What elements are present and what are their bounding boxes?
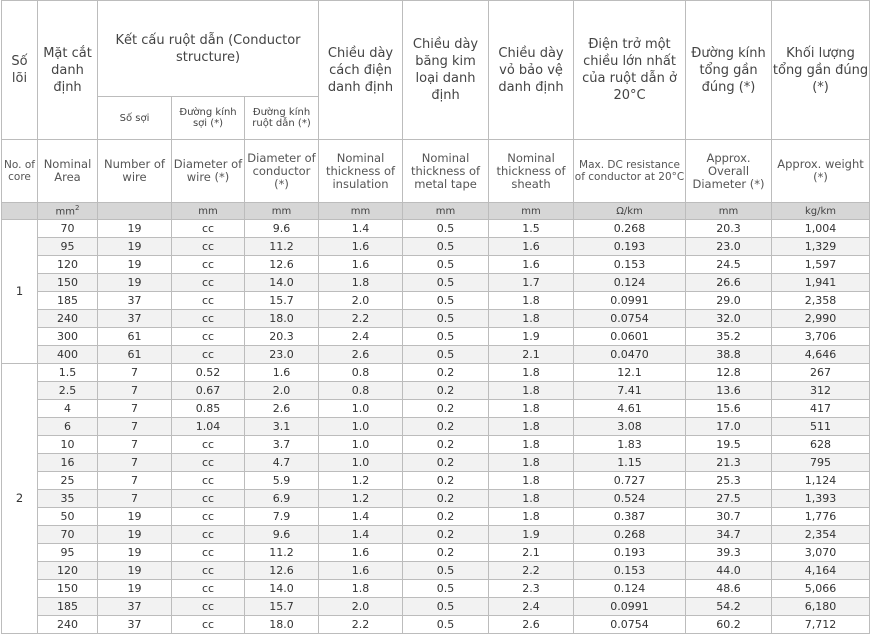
table-cell: cc [172, 274, 245, 292]
header-duong-kinh: Đường kính tổng gần đúng (*) [686, 1, 772, 140]
table-cell: 2,358 [772, 292, 870, 310]
header-nominal-metal-tape: Nominal thickness of metal tape [403, 140, 489, 203]
table-cell: 0.2 [403, 400, 489, 418]
table-cell: 9.6 [245, 526, 319, 544]
unit-resistance: Ω/km [574, 203, 686, 220]
table-cell: 37 [98, 616, 172, 634]
table-cell: 5,066 [772, 580, 870, 598]
table-cell: 15.7 [245, 292, 319, 310]
table-cell: 511 [772, 418, 870, 436]
table-cell: cc [172, 580, 245, 598]
table-cell: 0.5 [403, 274, 489, 292]
table-cell: 1,597 [772, 256, 870, 274]
table-cell: 0.5 [403, 292, 489, 310]
table-cell: 30.7 [686, 508, 772, 526]
table-cell: 0.0991 [574, 292, 686, 310]
table-cell: 7,712 [772, 616, 870, 634]
table-row [2, 310, 870, 328]
header-approx-diameter: Approx. Overall Diameter (*) [686, 140, 772, 203]
table-cell: 1.2 [319, 472, 403, 490]
table-cell: cc [172, 256, 245, 274]
table-row [2, 508, 870, 526]
unit-dia-wire: mm [172, 203, 245, 220]
table-cell: 50 [38, 508, 98, 526]
table-cell: 2.4 [489, 598, 574, 616]
table-cell: 26.6 [686, 274, 772, 292]
table-cell: 0.5 [403, 598, 489, 616]
table-cell: cc [172, 526, 245, 544]
table-cell: 1.0 [319, 418, 403, 436]
table-cell: 19 [98, 220, 172, 238]
table-cell: 1.8 [489, 436, 574, 454]
table-cell: 0.85 [172, 400, 245, 418]
table-cell: 2.0 [245, 382, 319, 400]
table-cell: 12.6 [245, 256, 319, 274]
table-cell: 0.0754 [574, 616, 686, 634]
table-cell: 0.193 [574, 238, 686, 256]
table-cell: 1,004 [772, 220, 870, 238]
table-cell: 0.5 [403, 616, 489, 634]
table-cell: 300 [38, 328, 98, 346]
table-cell: 21.3 [686, 454, 772, 472]
table-cell: 150 [38, 274, 98, 292]
table-cell: 15.6 [686, 400, 772, 418]
table-cell: 1.0 [319, 400, 403, 418]
table-cell: 2.5 [38, 382, 98, 400]
table-cell: 240 [38, 310, 98, 328]
table-cell: 12.6 [245, 562, 319, 580]
table-cell: 2.6 [319, 346, 403, 364]
table-row [2, 382, 870, 400]
header-no-of-core: No. of core [2, 140, 38, 203]
table-cell: 19 [98, 256, 172, 274]
table-cell: 19 [98, 544, 172, 562]
table-cell: 0.0601 [574, 328, 686, 346]
table-cell: 6.9 [245, 490, 319, 508]
table-cell: cc [172, 562, 245, 580]
table-cell: 0.0991 [574, 598, 686, 616]
header-dien-tro: Điện trở một chiều lớn nhất của ruột dẫn ở 20°C [574, 1, 686, 140]
table-cell: 4.61 [574, 400, 686, 418]
table-cell: 628 [772, 436, 870, 454]
table-cell: 2.0 [319, 598, 403, 616]
table-cell: 2.2 [319, 310, 403, 328]
table-cell: 0.5 [403, 562, 489, 580]
table-cell: 35 [38, 490, 98, 508]
table-cell: 2.1 [489, 544, 574, 562]
table-cell: 0.193 [574, 544, 686, 562]
table-cell: 1,124 [772, 472, 870, 490]
header-chieu-day-cach-dien: Chiều dày cách điện danh định [319, 1, 403, 140]
table-cell: 54.2 [686, 598, 772, 616]
table-cell: 61 [98, 328, 172, 346]
table-cell: 19 [98, 238, 172, 256]
table-cell: 0.268 [574, 526, 686, 544]
table-cell: 0.5 [403, 220, 489, 238]
table-cell: 312 [772, 382, 870, 400]
unit-weight: kg/km [772, 203, 870, 220]
table-cell: 7 [98, 490, 172, 508]
table-cell: 37 [98, 310, 172, 328]
table-cell: 18.0 [245, 310, 319, 328]
table-cell: 0.2 [403, 364, 489, 382]
table-cell: cc [172, 436, 245, 454]
table-cell: 44.0 [686, 562, 772, 580]
table-cell: 2,990 [772, 310, 870, 328]
table-cell: 3.7 [245, 436, 319, 454]
table-cell: 120 [38, 562, 98, 580]
table-cell: 38.8 [686, 346, 772, 364]
table-cell: 25 [38, 472, 98, 490]
unit-insulation: mm [319, 203, 403, 220]
header-number-of-wire: Number of wire [98, 140, 172, 203]
table-row [2, 364, 870, 382]
table-cell: 1.9 [489, 526, 574, 544]
table-cell: 4 [38, 400, 98, 418]
table-cell: 11.2 [245, 544, 319, 562]
table-cell: 795 [772, 454, 870, 472]
table-cell: 19 [98, 580, 172, 598]
table-cell: 2,354 [772, 526, 870, 544]
table-row [2, 400, 870, 418]
table-cell: 1.4 [319, 526, 403, 544]
table-cell: 1.8 [489, 310, 574, 328]
table-cell: 2.3 [489, 580, 574, 598]
table-cell: cc [172, 328, 245, 346]
table-cell: 1.8 [489, 418, 574, 436]
table-cell: 1.04 [172, 418, 245, 436]
table-cell: 19 [98, 562, 172, 580]
table-cell: cc [172, 544, 245, 562]
table-cell: 1,329 [772, 238, 870, 256]
table-row [2, 544, 870, 562]
table-cell: 23.0 [245, 346, 319, 364]
table-cell: cc [172, 598, 245, 616]
header-duong-kinh-soi: Đường kính sợi (*) [172, 97, 245, 140]
table-cell: 1.5 [489, 220, 574, 238]
table-cell: 1.2 [319, 490, 403, 508]
table-cell: 267 [772, 364, 870, 382]
table-cell: 1.4 [319, 508, 403, 526]
table-cell: 1.0 [319, 436, 403, 454]
table-cell: 7 [98, 472, 172, 490]
table-cell: 3.1 [245, 418, 319, 436]
table-cell: 417 [772, 400, 870, 418]
table-cell: 3,706 [772, 328, 870, 346]
header-nominal-insulation: Nominal thickness of insulation [319, 140, 403, 203]
unit-wire [98, 203, 172, 220]
table-cell: 0.268 [574, 220, 686, 238]
header-khoi-luong: Khối lượng tổng gần đúng (*) [772, 1, 870, 140]
table-row [2, 418, 870, 436]
table-cell: 0.153 [574, 562, 686, 580]
table-cell: 0.0754 [574, 310, 686, 328]
table-cell: 0.2 [403, 490, 489, 508]
table-row [2, 472, 870, 490]
table-cell: 185 [38, 598, 98, 616]
table-cell: 20.3 [245, 328, 319, 346]
table-cell: 240 [38, 616, 98, 634]
table-cell: 1.8 [489, 292, 574, 310]
header-chieu-day-bang: Chiều dày băng kim loại danh định [403, 1, 489, 140]
unit-sheath: mm [489, 203, 574, 220]
table-cell: 70 [38, 526, 98, 544]
table-cell: 1.7 [489, 274, 574, 292]
table-cell: 150 [38, 580, 98, 598]
table-cell: 7 [98, 382, 172, 400]
core-count-cell: 2 [2, 364, 38, 634]
table-cell: 16 [38, 454, 98, 472]
table-cell: 0.524 [574, 490, 686, 508]
table-cell: 27.5 [686, 490, 772, 508]
table-cell: 1.8 [489, 472, 574, 490]
core-count-cell: 1 [2, 220, 38, 364]
table-row [2, 490, 870, 508]
table-cell: 0.52 [172, 364, 245, 382]
table-cell: 7 [98, 400, 172, 418]
table-cell: 1.5 [38, 364, 98, 382]
table-cell: 0.2 [403, 526, 489, 544]
table-cell: 1.6 [245, 364, 319, 382]
table-row [2, 292, 870, 310]
unit-dia-conductor: mm [245, 203, 319, 220]
table-row [2, 220, 870, 238]
table-cell: 19 [98, 274, 172, 292]
table-cell: 1.8 [489, 508, 574, 526]
table-cell: 0.5 [403, 580, 489, 598]
table-cell: 23.0 [686, 238, 772, 256]
table-cell: 2.4 [319, 328, 403, 346]
table-row [2, 580, 870, 598]
table-cell: 1.6 [319, 256, 403, 274]
table-cell: 61 [98, 346, 172, 364]
table-cell: 1.8 [489, 490, 574, 508]
table-cell: 14.0 [245, 274, 319, 292]
table-cell: cc [172, 292, 245, 310]
table-cell: 25.3 [686, 472, 772, 490]
table-cell: 1.4 [319, 220, 403, 238]
table-cell: 17.0 [686, 418, 772, 436]
table-cell: 60.2 [686, 616, 772, 634]
header-diameter-of-conductor: Diameter of conductor (*) [245, 140, 319, 203]
table-cell: 0.153 [574, 256, 686, 274]
table-cell: 0.124 [574, 274, 686, 292]
table-cell: 7 [98, 364, 172, 382]
header-diameter-of-wire: Diameter of wire (*) [172, 140, 245, 203]
header-chieu-day-vo: Chiều dày vỏ bảo vệ danh định [489, 1, 574, 140]
table-cell: 1,393 [772, 490, 870, 508]
table-cell: 9.6 [245, 220, 319, 238]
table-cell: 4.7 [245, 454, 319, 472]
table-cell: 1.6 [319, 544, 403, 562]
unit-area: $mm^2$ [38, 203, 98, 220]
table-cell: 2.1 [489, 346, 574, 364]
table-cell: 7 [98, 418, 172, 436]
table-cell: 12.1 [574, 364, 686, 382]
table-cell: cc [172, 616, 245, 634]
table-row [2, 616, 870, 634]
table-cell: 2.6 [245, 400, 319, 418]
table-cell: 2.6 [489, 616, 574, 634]
table-cell: 14.0 [245, 580, 319, 598]
table-cell: 1.83 [574, 436, 686, 454]
header-duong-kinh-ruot: Đường kính ruột dẫn (*) [245, 97, 319, 140]
table-row [2, 436, 870, 454]
unit-diameter: mm [686, 203, 772, 220]
header-so-loi: Số lõi [2, 1, 38, 140]
table-cell: 29.0 [686, 292, 772, 310]
table-cell: 1,776 [772, 508, 870, 526]
table-row [2, 598, 870, 616]
table-cell: 0.2 [403, 454, 489, 472]
table-row [2, 238, 870, 256]
table-cell: cc [172, 310, 245, 328]
table-cell: 4,646 [772, 346, 870, 364]
header-so-soi: Số sợi [98, 97, 172, 140]
table-row [2, 328, 870, 346]
table-cell: 70 [38, 220, 98, 238]
unit-core [2, 203, 38, 220]
table-cell: 0.387 [574, 508, 686, 526]
table-cell: 48.6 [686, 580, 772, 598]
table-cell: 0.5 [403, 346, 489, 364]
unit-tape: mm [403, 203, 489, 220]
table-cell: 1.6 [319, 562, 403, 580]
table-cell: 1.8 [489, 400, 574, 418]
header-approx-weight: Approx. weight (*) [772, 140, 870, 203]
table-cell: 6,180 [772, 598, 870, 616]
table-cell: 2.0 [319, 292, 403, 310]
table-cell: 39.3 [686, 544, 772, 562]
table-cell: 19.5 [686, 436, 772, 454]
table-cell: 120 [38, 256, 98, 274]
header-nominal-area: Nominal Area [38, 140, 98, 203]
table-cell: 19 [98, 526, 172, 544]
table-cell: 6 [38, 418, 98, 436]
table-cell: 1.8 [319, 580, 403, 598]
table-cell: 0.2 [403, 382, 489, 400]
table-cell: cc [172, 508, 245, 526]
table-cell: 3.08 [574, 418, 686, 436]
table-cell: 2.2 [489, 562, 574, 580]
table-cell: 19 [98, 508, 172, 526]
cable-spec-table [1, 0, 870, 634]
table-row [2, 526, 870, 544]
table-cell: 0.2 [403, 472, 489, 490]
table-cell: 1.8 [489, 382, 574, 400]
table-cell: 1.6 [489, 238, 574, 256]
table-row [2, 256, 870, 274]
table-cell: 1.6 [319, 238, 403, 256]
table-cell: 1,941 [772, 274, 870, 292]
table-cell: 95 [38, 544, 98, 562]
table-cell: 400 [38, 346, 98, 364]
table-cell: 11.2 [245, 238, 319, 256]
table-cell: 0.2 [403, 436, 489, 454]
table-cell: cc [172, 472, 245, 490]
table-cell: 24.5 [686, 256, 772, 274]
table-row [2, 346, 870, 364]
table-cell: 0.5 [403, 256, 489, 274]
table-cell: 4,164 [772, 562, 870, 580]
table-cell: 0.5 [403, 238, 489, 256]
table-cell: 0.67 [172, 382, 245, 400]
table-cell: 20.3 [686, 220, 772, 238]
table-cell: cc [172, 346, 245, 364]
table-cell: 10 [38, 436, 98, 454]
table-cell: 1.9 [489, 328, 574, 346]
table-cell: 0.2 [403, 418, 489, 436]
table-cell: 1.8 [489, 454, 574, 472]
table-cell: 32.0 [686, 310, 772, 328]
table-cell: 0.124 [574, 580, 686, 598]
table-row [2, 274, 870, 292]
header-nominal-sheath: Nominal thickness of sheath [489, 140, 574, 203]
table-cell: 7.9 [245, 508, 319, 526]
header-mat-cat: Mặt cắt danh định [38, 1, 98, 140]
table-cell: cc [172, 454, 245, 472]
table-cell: 0.2 [403, 544, 489, 562]
table-cell: 0.0470 [574, 346, 686, 364]
table-cell: 1.8 [319, 274, 403, 292]
table-row [2, 454, 870, 472]
table-cell: 12.8 [686, 364, 772, 382]
table-cell: 0.2 [403, 508, 489, 526]
table-cell: 1.6 [489, 256, 574, 274]
table-cell: 95 [38, 238, 98, 256]
table-cell: 7 [98, 436, 172, 454]
table-cell: 15.7 [245, 598, 319, 616]
header-max-dc-resistance: Max. DC resistance of conductor at 20°C [574, 140, 686, 203]
table-cell: 13.6 [686, 382, 772, 400]
table-cell: 5.9 [245, 472, 319, 490]
table-cell: 0.727 [574, 472, 686, 490]
table-cell: 0.5 [403, 328, 489, 346]
table-cell: cc [172, 220, 245, 238]
table-cell: 7.41 [574, 382, 686, 400]
table-cell: 0.8 [319, 364, 403, 382]
table-cell: 37 [98, 598, 172, 616]
header-ket-cau: Kết cấu ruột dẫn (Conductor structure) [98, 1, 319, 97]
table-cell: 3,070 [772, 544, 870, 562]
table-cell: 34.7 [686, 526, 772, 544]
table-cell: cc [172, 238, 245, 256]
table-cell: 37 [98, 292, 172, 310]
table-cell: 0.8 [319, 382, 403, 400]
table-cell: 185 [38, 292, 98, 310]
table-cell: 1.0 [319, 454, 403, 472]
table-cell: 7 [98, 454, 172, 472]
table-body [2, 220, 870, 634]
table-cell: 35.2 [686, 328, 772, 346]
table-cell: 1.15 [574, 454, 686, 472]
table-cell: 1.8 [489, 364, 574, 382]
table-cell: 18.0 [245, 616, 319, 634]
table-cell: 2.2 [319, 616, 403, 634]
table-row [2, 562, 870, 580]
table-cell: cc [172, 490, 245, 508]
table-cell: 0.5 [403, 310, 489, 328]
